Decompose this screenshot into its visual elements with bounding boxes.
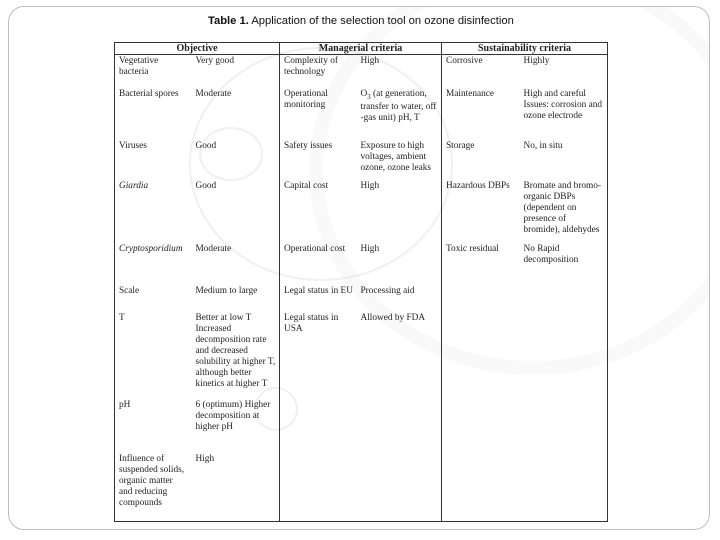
cell-managerial-value xyxy=(357,453,442,522)
cell-managerial: Complexity of technology xyxy=(280,55,357,88)
cell-managerial-value: High xyxy=(360,243,380,254)
table-row xyxy=(115,140,608,180)
cell-sustainability xyxy=(442,453,520,522)
cell-sustainability: Hazardous DBPs xyxy=(442,180,520,243)
table-caption xyxy=(208,15,628,27)
cell-managerial: Operational cost xyxy=(280,243,357,285)
table-row xyxy=(115,453,608,522)
cell-objective-value: Moderate xyxy=(195,88,232,99)
cell-objective: Cryptosporidium xyxy=(115,243,192,285)
table-header-row xyxy=(115,43,608,55)
ozone-subscript: 3 xyxy=(367,92,371,101)
table-row xyxy=(115,285,608,312)
cell-objective: pH xyxy=(115,399,192,453)
cell-objective-value: Very good xyxy=(195,56,234,66)
table-row xyxy=(115,180,608,243)
cell-objective: Viruses xyxy=(115,140,192,180)
cell-objective-value: Moderate xyxy=(195,243,232,254)
cell-objective: Scale xyxy=(115,285,192,312)
cell-managerial-value xyxy=(357,88,442,140)
cell-sustainability-value: Highly xyxy=(520,55,608,88)
cell-managerial: Safety issues xyxy=(280,140,357,180)
cell-managerial-value: High xyxy=(360,56,380,66)
cell-objective-value: Good xyxy=(195,180,217,191)
cell-managerial: Capital cost xyxy=(280,180,357,243)
cell-objective: Bacterial spores xyxy=(115,88,192,140)
cell-managerial-value: Exposure to high voltages, ambient ozone, ozone leaks xyxy=(360,140,431,173)
cell-objective-value: Good xyxy=(195,140,217,151)
cell-objective-value: Better at low T Increased decomposition rate and decreased solubility at higher T, although better kinetics at higher T xyxy=(195,312,276,389)
caption-text: Application of the selection tool on ozone disinfection xyxy=(251,15,514,27)
cell-sustainability: Storage xyxy=(442,140,520,180)
cell-sustainability-value xyxy=(520,285,608,312)
cell-sustainability: Maintenance xyxy=(442,88,520,140)
table-row xyxy=(115,399,608,453)
cell-sustainability: Corrosive xyxy=(442,55,520,88)
cell-managerial: Legal status in EU xyxy=(280,285,357,312)
cell-sustainability xyxy=(442,399,520,453)
cell-sustainability-value: No Rapid decomposition xyxy=(520,243,608,285)
cell-sustainability-value xyxy=(520,399,608,453)
monitoring-details: (at generation, transfer to water, off -gas unit) pH, T xyxy=(360,88,437,124)
header-managerial: Managerial criteria xyxy=(280,43,442,55)
cell-managerial: Legal status in USA xyxy=(280,312,357,399)
cell-managerial-value xyxy=(357,399,442,453)
table-row xyxy=(115,243,608,285)
cell-managerial xyxy=(280,399,357,453)
cell-managerial-value: Allowed by FDA xyxy=(360,312,426,323)
cell-sustainability xyxy=(442,312,520,399)
cell-objective: Giardia xyxy=(115,180,192,243)
header-objective: Objective xyxy=(115,43,280,55)
cell-managerial-value: Processing aid xyxy=(360,285,415,296)
cell-objective-value: 6 (optimum) Higher decomposition at higher pH xyxy=(195,399,271,432)
cell-sustainability-value xyxy=(520,453,608,522)
cell-sustainability-value: No, in situ xyxy=(520,140,608,180)
header-sustainability: Sustainability criteria xyxy=(442,43,608,55)
cell-objective: Vegetative bacteria xyxy=(115,55,192,88)
ozone-symbol: O xyxy=(360,88,368,99)
cell-sustainability: Toxic residual xyxy=(442,243,520,285)
cell-managerial xyxy=(280,453,357,522)
ozone-selection-table xyxy=(114,42,608,522)
cell-sustainability-value: High and careful Issues: corrosion and ozone electrode xyxy=(520,88,608,140)
cell-objective: T xyxy=(115,312,192,399)
cell-managerial-value: High xyxy=(360,180,380,191)
table-row xyxy=(115,88,608,140)
table-row xyxy=(115,312,608,399)
cell-objective: Influence of suspended solids, organic matter and reducing compounds xyxy=(115,453,192,522)
caption-label: Table 1. xyxy=(208,15,249,27)
cell-objective-value: High xyxy=(192,453,280,522)
cell-managerial: Operational monitoring xyxy=(280,88,357,140)
table-row xyxy=(115,55,608,88)
cell-sustainability-value: Bromate and bromo-organic DBPs (dependent on presence of bromide), aldehydes xyxy=(520,180,608,243)
cell-objective-value: Medium to large xyxy=(195,285,258,296)
cell-sustainability xyxy=(442,285,520,312)
cell-sustainability-value xyxy=(520,312,608,399)
